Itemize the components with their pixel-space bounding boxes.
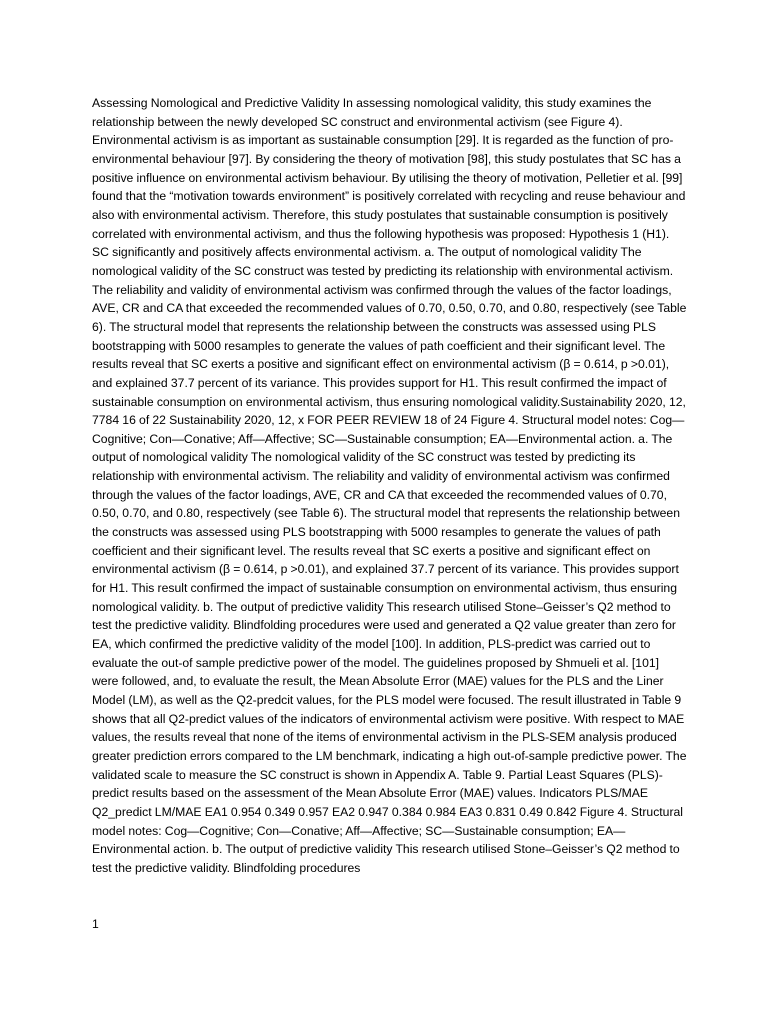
page-number: 1: [92, 917, 99, 931]
body-paragraph: Assessing Nomological and Predictive Validity In assessing nomological validity, this study examines the relationship between the newly developed SC construct and environmental activism (see Figure 4). Environmental activism is as important as sustainable consumption [29]. It is regarded as the function of pro-environmental behaviour [97]. By considering the theory of motivation [98], this study postulates that SC has a positive influence on environmental activism behaviour. By utilising the theory of motivation, Pelletier et al. [99] found that the “motivation towards environment” is positively correlated with recycling and reuse behaviour and also with environmental activism. Therefore, this study postulates that sustainable consumption is positively correlated with environmental activism, and thus the following hypothesis was proposed: Hypothesis 1 (H1). SC significantly and positively affects environmental activism. a. The output of nomological validity The nomological validity of the SC construct was tested by predicting its relationship with environmental activism. The reliability and validity of environmental activism was confirmed through the values of the factor loadings, AVE, CR and CA that exceeded the recommended values of 0.70, 0.50, 0.70, and 0.80, respectively (see Table 6). The structural model that represents the relationship between the constructs was assessed using PLS bootstrapping with 5000 resamples to generate the values of path coefficient and their significant level. The results reveal that SC exerts a positive and significant effect on environmental activism (β = 0.614, p >0.01), and explained 37.7 percent of its variance. This provides support for H1. This result confirmed the impact of sustainable consumption on environmental activism, thus ensuring nomological validity.Sustainability 2020, 12, 7784 16 of 22 Sustainability 2020, 12, x FOR PEER REVIEW 18 of 24 Figure 4. Structural model notes: Cog—Cognitive; Con—Conative; Aff—Affective; SC—Sustainable consumption; EA—Environmental action. a. The output of nomological validity The nomological validity of the SC construct was tested by predicting its relationship with environmental activism. The reliability and validity of environmental activism was confirmed through the values of the factor loadings, AVE, CR and CA that exceeded the recommended values of 0.70, 0.50, 0.70, and 0.80, respectively (see Table 6). The structural model that represents the relationship between the constructs was assessed using PLS bootstrapping with 5000 resamples to generate the values of path coefficient and their significant level. The results reveal that SC exerts a positive and significant effect on environmental activism (β = 0.614, p >0.01), and explained 37.7 percent of its variance. This provides support for H1. This result confirmed the impact of sustainable consumption on environmental activism, thus ensuring nomological validity. b. The output of predictive validity This research utilised Stone–Geisser’s Q2 method to test the predictive validity. Blindfolding procedures were used and generated a Q2 value greater than zero for EA, which confirmed the predictive validity of the model [100]. In addition, PLS-predict was carried out to evaluate the out-of sample predictive power of the model. The guidelines proposed by Shmueli et al. [101] were followed, and, to evaluate the result, the Mean Absolute Error (MAE) values for the PLS and the Liner Model (LM), as well as the Q2-predcit values, for the PLS model were focused. The result illustrated in Table 9 shows that all Q2-predict values of the indicators of environmental activism were positive. With respect to MAE values, the results reveal that none of the items of environmental activism in the PLS-SEM analysis produced greater prediction errors compared to the LM benchmark, indicating a high out-of-sample predictive power. The validated scale to measure the SC construct is shown in Appendix A. Table 9. Partial Least Squares (PLS)-predict results based on the assessment of the Mean Absolute Error (MAE) values. Indicators PLS/MAE Q2_predict LM/MAE EA1 0.954 0.349 0.957 EA2 0.947 0.384 0.984 EA3 0.831 0.49 0.842 Figure 4. Structural model notes: Cog—Cognitive; Con—Conative; Aff—Affective; SC—Sustainable consumption; EA—Environmental action. b. The output of predictive validity This research utilised Stone–Geisser’s Q2 method to test the predictive validity. Blindfolding procedures: [92, 96, 687, 875]
